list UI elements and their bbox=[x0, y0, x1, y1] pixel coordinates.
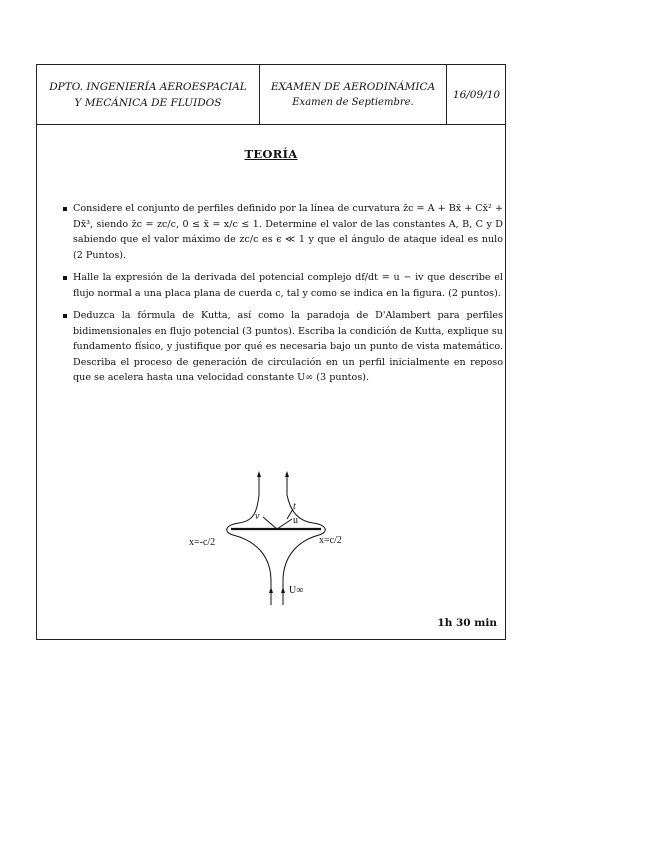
flat-plate-flow-figure bbox=[187, 469, 367, 609]
label-left-edge: x=-c/2 bbox=[189, 537, 216, 548]
question-item: Halle la expresión de la derivada del potencial complejo df/dt = u − iv que describe el flujo normal a una placa plana de cuerda c, tal y como se indica en la figura. (2 puntos). bbox=[63, 270, 503, 301]
flow-diagram bbox=[187, 469, 367, 609]
exam-title-cell bbox=[260, 65, 447, 124]
label-freestream: U∞ bbox=[289, 585, 304, 596]
streamline-left bbox=[227, 475, 271, 605]
arrow-icon bbox=[281, 587, 285, 593]
question-list bbox=[63, 201, 503, 393]
date-cell bbox=[447, 65, 506, 124]
question-item: Deduzca la fórmula de Kutta, así como la paradoja de D'Alambert para perfiles bidimensionales en flujo potencial (3 puntos). Escriba la condición de Kutta, explique su fundamento físico, y justifique por qué es necesaria bajo un punto de vista matemático. Describa el proceso de generación de circulación en un perfil inicialmente en reposo que se acelera hasta una velocidad constante U∞ (3 puntos). bbox=[63, 308, 503, 386]
v-axis bbox=[263, 517, 277, 529]
section-title: TEORÍA bbox=[244, 147, 298, 161]
exam-date: 16/09/10 bbox=[452, 88, 501, 101]
department-cell bbox=[37, 65, 260, 124]
exam-duration: 1h 30 min bbox=[437, 617, 497, 629]
label-t: t bbox=[293, 501, 296, 512]
exam-sheet bbox=[36, 64, 506, 640]
arrow-icon bbox=[257, 471, 261, 477]
exam-title: EXAMEN DE AERODINÁMICA bbox=[270, 80, 436, 93]
exam-header bbox=[37, 65, 505, 125]
arrow-icon bbox=[285, 471, 289, 477]
label-right-edge: x=c/2 bbox=[319, 535, 342, 546]
label-v: v bbox=[255, 511, 260, 522]
exam-subtitle: Examen de Septiembre. bbox=[292, 96, 414, 108]
label-u: u bbox=[293, 515, 298, 526]
question-item: Considere el conjunto de perfiles definido por la línea de curvatura z̄c = A + Bx̄ + Cx̄² + Dx̄³, siendo z̄c = zc/c, 0 ≤ x̄ = x/c ≤ 1. Determine el valor de las constantes A, B, C y D sabiendo que el valor máximo de zc/c es ϵ ≪ 1 y que el ángulo de ataque ideal es nulo (2 Puntos). bbox=[63, 201, 503, 263]
department-line-1: DPTO. INGENIERÍA AEROESPACIAL bbox=[49, 80, 247, 93]
arrow-icon bbox=[269, 587, 273, 593]
department-line-2: Y MECÁNICA DE FLUIDOS bbox=[74, 96, 222, 109]
u-axis bbox=[277, 519, 292, 529]
